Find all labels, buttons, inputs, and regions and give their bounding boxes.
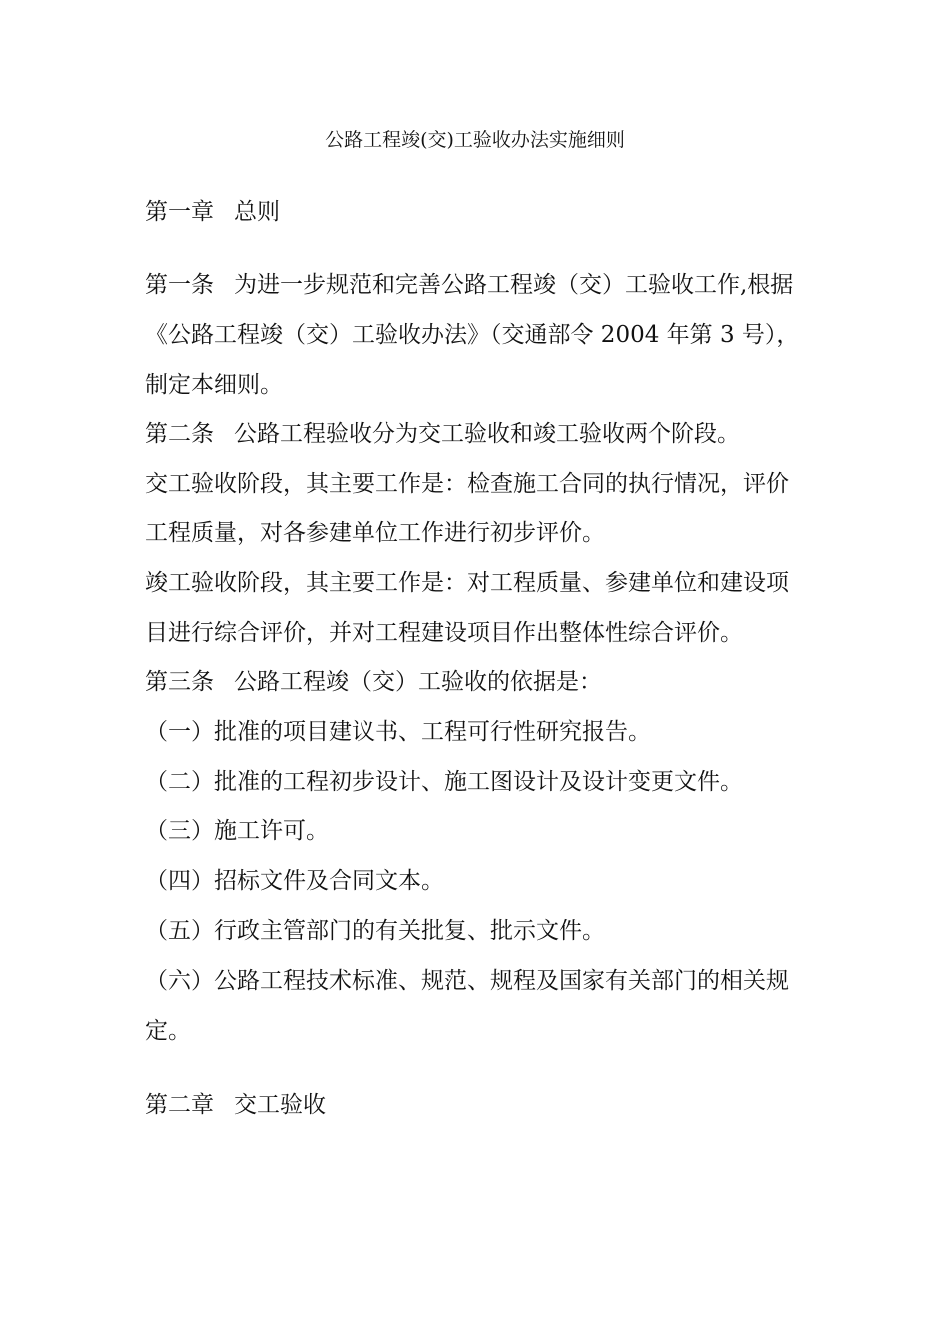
article-2-para-1-line-2: 工程质量，对各参建单位工作进行初步评价。 xyxy=(145,520,605,546)
article-1-line-1 xyxy=(145,268,793,302)
article-1-line-2: 《公路工程竣（交）工验收办法》（交通部令 2004 年第 3 号）， xyxy=(145,322,800,348)
article-3-item-6: （六）公路工程技术标准、规范、规程及国家有关部门的相关规 xyxy=(145,968,789,994)
chapter-1-number: 第一章 xyxy=(145,199,214,225)
chapter-1-heading xyxy=(145,195,280,229)
article-3-number: 第三条 xyxy=(145,669,214,695)
article-2-line-1 xyxy=(145,417,740,451)
article-2-para-2-line-2: 目进行综合评价，并对工程建设项目作出整体性综合评价。 xyxy=(145,620,743,646)
article-2-text: 公路工程验收分为交工验收和竣工验收两个阶段。 xyxy=(234,421,740,447)
chapter-2-heading xyxy=(145,1088,326,1122)
article-3-text: 公路工程竣（交）工验收的依据是： xyxy=(234,669,602,695)
article-1-number: 第一条 xyxy=(145,272,214,298)
chapter-1-name: 总则 xyxy=(234,199,280,225)
article-1-text: 为进一步规范和完善公路工程竣（交）工验收工作,根据 xyxy=(234,272,794,298)
article-3-item-3: （三）施工许可。 xyxy=(145,818,329,844)
article-3-item-6-continuation: 定。 xyxy=(145,1018,191,1044)
article-2-number: 第二条 xyxy=(145,421,214,447)
document-title: 公路工程竣(交)工验收办法实施细则 xyxy=(325,129,625,151)
article-3-item-2: （二）批准的工程初步设计、施工图设计及设计变更文件。 xyxy=(145,769,743,795)
article-3-item-1: （一）批准的项目建议书、工程可行性研究报告。 xyxy=(145,719,651,745)
article-3-item-4: （四）招标文件及合同文本。 xyxy=(145,868,444,894)
article-1-line-3: 制定本细则。 xyxy=(145,372,283,398)
article-3-item-5: （五）行政主管部门的有关批复、批示文件。 xyxy=(145,918,605,944)
article-2-para-1-line-1: 交工验收阶段，其主要工作是：检查施工合同的执行情况，评价 xyxy=(145,471,789,497)
article-2-para-2-line-1: 竣工验收阶段，其主要工作是：对工程质量、参建单位和建设项 xyxy=(145,570,789,596)
chapter-2-number: 第二章 xyxy=(145,1092,214,1118)
chapter-2-name: 交工验收 xyxy=(234,1092,326,1118)
article-3-line-1 xyxy=(145,665,602,699)
